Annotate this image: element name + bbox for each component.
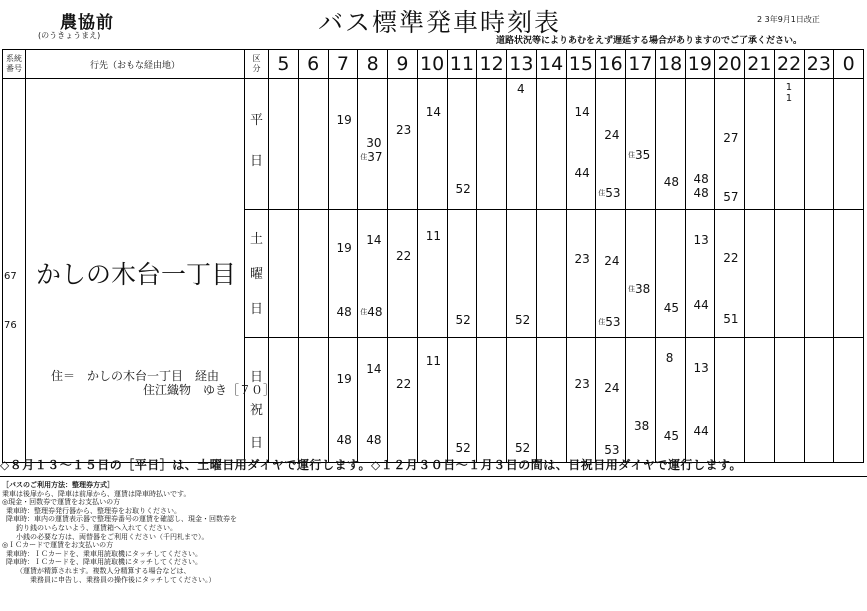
departure-time: 48	[336, 305, 352, 319]
departure-time: 48	[336, 433, 352, 447]
hour-header-10: 10	[417, 50, 447, 79]
weekday-6	[298, 79, 328, 210]
weekday-17	[626, 79, 656, 210]
departure-time: 14	[425, 105, 442, 119]
usage-line: 小銭の必要な方は、両替器をご利用ください（千円札まで）。	[16, 532, 209, 541]
saturday-16	[596, 210, 626, 338]
holiday-18	[655, 338, 685, 463]
holiday-12	[477, 338, 507, 463]
revision-date: 2 3年9月1日改正	[757, 15, 820, 24]
delay-notice: 道路状況等によりあむをえず遅延する場合がありますのでご了承ください。	[496, 36, 803, 46]
holiday-8	[358, 338, 388, 463]
weekday-0	[834, 79, 864, 210]
stop-reading: (のうきょうまえ)	[38, 31, 101, 40]
weekday-11	[447, 79, 477, 210]
saturday-13	[507, 210, 537, 338]
departure-time: 48	[366, 433, 382, 447]
departure-time: 48	[693, 172, 709, 186]
departure-time: 52	[455, 182, 471, 196]
route-number-header-line1: 系統	[6, 54, 22, 63]
usage-line: 釣り銭のいらないよう、運賃箱へ入れてください。	[16, 523, 177, 532]
holiday-0	[834, 338, 864, 463]
saturday-6	[298, 210, 328, 338]
saturday-17	[626, 210, 656, 338]
divider	[0, 476, 867, 477]
usage-line: 乗車は後扉から、降車は前扉から、運賃は降車時払いです。	[2, 489, 191, 498]
departure-time: 45	[663, 429, 680, 443]
weekday-19	[685, 79, 715, 210]
departure-time: 48	[367, 305, 383, 319]
departure-time: 11	[425, 229, 442, 243]
timetable	[2, 49, 864, 463]
hour-header-6: 6	[298, 50, 328, 79]
saturday-21	[745, 210, 775, 338]
holiday-10	[417, 338, 447, 463]
day-type-saturday	[245, 210, 269, 338]
hour-header-7: 7	[328, 50, 358, 79]
departure-time: 57	[723, 190, 739, 204]
weekday-23	[804, 79, 834, 210]
holiday-9	[388, 338, 418, 463]
special-mark: 住	[628, 151, 635, 159]
usage-instructions	[2, 481, 237, 584]
weekday-22	[774, 79, 804, 210]
route-number-cell	[3, 79, 26, 463]
day-type-header	[245, 50, 269, 79]
usage-line: 乗務員に申告し、乗務員の操作後にタッチしてください。）	[30, 575, 216, 584]
special-mark: 住	[598, 318, 606, 326]
destination-header: 行先（おもな経由地）	[26, 50, 245, 79]
departure-time: 1	[785, 82, 793, 93]
departure-time: 19	[336, 372, 352, 386]
saturday-11	[447, 210, 477, 338]
weekday-12	[477, 79, 507, 210]
special-mark: 住	[598, 189, 606, 197]
hour-header-0: 0	[834, 50, 864, 79]
saturday-5	[269, 210, 299, 338]
departure-time: 53	[604, 443, 620, 457]
departure-time: 1	[785, 93, 793, 104]
weekday-8	[358, 79, 388, 210]
departure-time: 53	[605, 186, 621, 200]
holiday-16	[596, 338, 626, 463]
departure-time: 37	[367, 150, 383, 164]
holiday-6	[298, 338, 328, 463]
hour-header-19: 19	[685, 50, 715, 79]
hour-header-13: 13	[507, 50, 537, 79]
departure-time: 19	[336, 113, 352, 127]
hour-header-9: 9	[388, 50, 418, 79]
departure-time: 44	[693, 424, 709, 438]
holiday-14	[536, 338, 566, 463]
saturday-18	[655, 210, 685, 338]
departure-time: 38	[635, 282, 651, 296]
departure-time-special	[598, 316, 620, 328]
holiday-5	[269, 338, 299, 463]
departure-time: 24	[604, 381, 620, 395]
hour-header-5: 5	[269, 50, 299, 79]
destination-name: かしの木台一丁目	[36, 260, 237, 289]
usage-line: 降車時：車内の運賃表示器で整理券番号の運賃を確認し、現金・回数券を	[6, 515, 237, 524]
day-type-holiday-char-2: 祝	[249, 403, 263, 418]
via-line-1: 住＝ かしの木台一丁目 経由	[51, 369, 220, 383]
saturday-22	[774, 210, 804, 338]
weekday-9	[388, 79, 418, 210]
hour-header-8: 8	[358, 50, 388, 79]
hour-header-21: 21	[745, 50, 775, 79]
departure-time: 23	[574, 252, 590, 266]
special-mark: 住	[628, 285, 635, 293]
weekday-16	[596, 79, 626, 210]
departure-time: 13	[693, 233, 709, 247]
hour-header-18: 18	[655, 50, 685, 79]
departure-time: 35	[635, 148, 651, 162]
hour-header-15: 15	[566, 50, 596, 79]
holiday-23	[804, 338, 834, 463]
hour-header-14: 14	[536, 50, 566, 79]
departure-time-special	[360, 306, 382, 318]
departure-time: 22	[396, 249, 412, 263]
saturday-7	[328, 210, 358, 338]
departure-time: 24	[604, 254, 620, 268]
day-type-holiday	[245, 338, 269, 463]
departure-time: 38	[634, 419, 650, 433]
holiday-17	[626, 338, 656, 463]
saturday-0	[834, 210, 864, 338]
header	[0, 0, 867, 50]
departure-time: 13	[693, 361, 709, 375]
day-type-weekday-char-1: 平	[249, 113, 263, 128]
departure-time: 14	[366, 233, 382, 247]
weekday-7	[328, 79, 358, 210]
saturday-12	[477, 210, 507, 338]
departure-time: 22	[396, 377, 412, 391]
departure-time: 30	[366, 136, 382, 150]
via-note	[51, 369, 275, 397]
saturday-9	[388, 210, 418, 338]
departure-time: 14	[574, 105, 590, 119]
weekday-13	[507, 79, 537, 210]
day-type-holiday-char-1: 日	[249, 370, 263, 385]
departure-time: 27	[723, 131, 739, 145]
holiday-13	[507, 338, 537, 463]
departure-time: 52	[515, 441, 531, 455]
holiday-22	[774, 338, 804, 463]
usage-line: 乗車時：整理券発行器から、整理券をお取りください。	[6, 506, 181, 515]
holiday-11	[447, 338, 477, 463]
departure-time: 45	[663, 301, 680, 315]
weekday-14	[536, 79, 566, 210]
saturday-19	[685, 210, 715, 338]
departure-time: 24	[604, 128, 620, 142]
special-mark: 住	[360, 153, 368, 161]
usage-line: （運賃が精算されます。複数人分精算する場合などは、	[16, 566, 191, 575]
schedule-exception-note: ◇８月１３～１５日の［平日］は、土曜日用ダイヤで運行します。◇１２月３０日～１月３日の間は、日祝日用ダイヤで運行します。	[0, 458, 743, 472]
hour-header-23: 23	[804, 50, 834, 79]
holiday-21	[745, 338, 775, 463]
usage-line: 降車時：ＩＣカードを、降車用読取機にタッチしてください。	[6, 558, 202, 567]
usage-line: ◎ＩＣカードで運賃をお支払いの方	[2, 541, 114, 550]
usage-title: ［バスのご利用方法：整理券方式］	[2, 481, 114, 489]
day-type-saturday-char-2: 曜	[249, 267, 263, 282]
usage-line: ◎現金・回数券で運賃をお支払いの方	[2, 498, 121, 507]
departure-time: 53	[605, 315, 621, 329]
hour-header-20: 20	[715, 50, 745, 79]
hour-header-12: 12	[477, 50, 507, 79]
route-number-header-line2: 番号	[6, 64, 22, 73]
hour-header-row	[3, 50, 864, 79]
route-number-header	[3, 50, 26, 79]
departure-time: 48	[663, 175, 680, 189]
weekday-5	[269, 79, 299, 210]
departure-time: 8	[665, 351, 674, 365]
departure-time-special	[628, 149, 650, 161]
departure-time-special	[598, 187, 620, 199]
weekday-10	[417, 79, 447, 210]
departure-time-special	[360, 151, 382, 163]
day-type-saturday-char-1: 土	[249, 232, 263, 247]
departure-time: 51	[723, 312, 739, 326]
saturday-8	[358, 210, 388, 338]
route-number-76: 76	[4, 320, 17, 331]
saturday-10	[417, 210, 447, 338]
route-numbers	[4, 269, 17, 333]
hour-header-16: 16	[596, 50, 626, 79]
departure-time: 52	[455, 441, 471, 455]
saturday-15	[566, 210, 596, 338]
hour-header-11: 11	[447, 50, 477, 79]
day-type-saturday-char-3: 日	[249, 302, 263, 317]
usage-line: 乗車時：ＩＣカードを、乗車用読取機にタッチしてください。	[6, 549, 202, 558]
departure-time: 44	[574, 166, 590, 180]
weekday-20	[715, 79, 745, 210]
weekday-row	[3, 79, 864, 210]
special-mark: 住	[360, 308, 368, 316]
page-title: バス標準発車時刻表	[318, 8, 562, 37]
holiday-7	[328, 338, 358, 463]
departure-time: 22	[723, 251, 739, 265]
via-line-2: 住江織物 ゆき［７０］	[143, 383, 276, 397]
day-type-weekday	[245, 79, 269, 210]
saturday-20	[715, 210, 745, 338]
weekday-15	[566, 79, 596, 210]
route-number-67: 67	[4, 271, 17, 282]
departure-time: 11	[425, 354, 442, 368]
destination-cell	[26, 79, 276, 463]
stop-name: 農協前	[60, 13, 114, 33]
departure-time: 19	[336, 241, 352, 255]
day-type-header-line2: 分	[252, 64, 261, 73]
departure-time: 14	[366, 362, 382, 376]
departure-time: 44	[693, 298, 709, 312]
hour-header-22: 22	[774, 50, 804, 79]
holiday-15	[566, 338, 596, 463]
departure-time: 4	[517, 82, 525, 96]
holiday-20	[715, 338, 745, 463]
departure-time-special	[628, 283, 650, 295]
saturday-23	[804, 210, 834, 338]
saturday-14	[536, 210, 566, 338]
day-type-weekday-char-2: 日	[249, 154, 263, 169]
holiday-19	[685, 338, 715, 463]
hour-header-17: 17	[626, 50, 656, 79]
day-type-holiday-char-3: 日	[249, 436, 263, 451]
departure-time: 23	[396, 123, 412, 137]
departure-time: 23	[574, 377, 590, 391]
day-type-header-line1: 区	[252, 54, 261, 63]
departure-time: 48	[693, 186, 709, 200]
departure-time: 52	[515, 313, 531, 327]
weekday-21	[745, 79, 775, 210]
weekday-18	[655, 79, 685, 210]
departure-time: 52	[455, 313, 471, 327]
